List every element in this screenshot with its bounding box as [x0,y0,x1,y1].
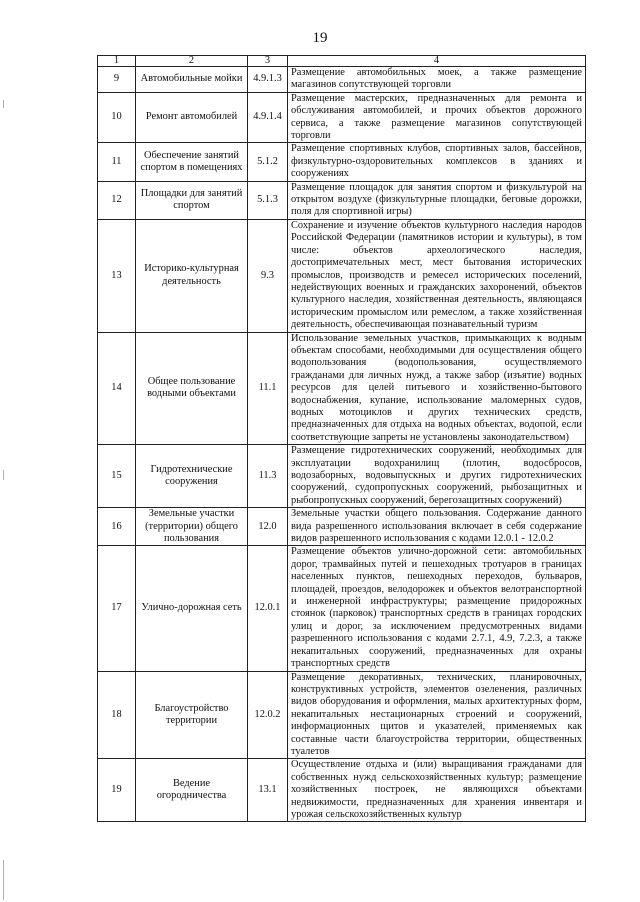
description-cell: Использование земельных участков, примыкающих к водным объектам способами, необходимыми для осуществления общего водопользования (водопользования, осуществляемого гражданами для личных нужд, а также забор (изъятие) водных ресурсов для целей питьевого и хозяйственно-бытового водоснабжения, купание, использование маломерных судов, водных мотоциклов и других технических средств, предназначенных для отдыха на водных объектах, водопой, если соответствующие запреты не установлены законодательством) [288,332,586,445]
classifier-code-cell: 5.1.3 [248,181,288,219]
row-number-cell: 14 [98,332,136,445]
row-number-cell: 13 [98,219,136,332]
description-cell: Размещение объектов улично-дорожной сети: автомобильных дорог, трамвайных путей и пешеходных тротуаров в границах населенных пунктов, пешеходных переходов, бульваров, площадей, проездов, велодорожек и объектов велотранспортной и инженерной инфраструктуры; размещение придорожных стоянок (парковок) транспортных средств в границах городских улиц и дорог, за исключением предусмотренных видами разрешенного использования с кодами 2.7.1, 4.9, 7.2.3, а также некапитальных сооружений, предназначенных для охраны транспортных средств [288,546,586,671]
classifier-code-cell: 9.3 [248,219,288,332]
classifier-code-cell: 5.1.2 [248,143,288,181]
header-cell: 1 [98,56,136,67]
classifier-code-cell: 12.0 [248,508,288,546]
table-row [98,67,586,93]
table-row [98,759,586,822]
row-number-cell: 16 [98,508,136,546]
header-cell: 4 [288,56,586,67]
classifier-code-cell: 11.3 [248,445,288,508]
classifier-code-cell: 11.1 [248,332,288,445]
row-number-cell: 9 [98,67,136,93]
row-number-cell: 17 [98,546,136,671]
table-row [98,219,586,332]
table-row [98,508,586,546]
table-row [98,445,586,508]
description-cell: Осуществление отдыха и (или) выращивания гражданами для собственных нужд сельскохозяйственных культур; размещение хозяйственных построек, не являющихся объектами недвижимости, предназначенных для хранения инвентаря и урожая сельскохозяйственных культур [288,759,586,822]
description-cell: Размещение спортивных клубов, спортивных залов, бассейнов, физкультурно-оздоровительных комплексов в зданиях и сооружениях [288,143,586,181]
row-number-cell: 18 [98,671,136,759]
classifier-code-cell: 12.0.2 [248,671,288,759]
margin-mark [3,100,4,108]
description-cell: Размещение автомобильных моек, а также размещение магазинов сопутствующей торговли [288,67,586,93]
land-use-name-cell: Гидротехнические сооружения [136,445,248,508]
description-cell: Сохранение и изучение объектов культурного наследия народов Российской Федерации (памятников истории и культуры), в том числе: объектов археологического наследия, достопримечательных мест, мест бытования исторических промыслов, производств и ремесел исторических поселений, недействующих военных и гражданских захоронений, объектов культурного наследия, хозяйственная деятельность, являющаяся историческим промыслом или ремеслом, а также хозяйственная деятельность, обеспечивающая познавательный туризм [288,219,586,332]
margin-mark [3,860,4,900]
page-number: 19 [312,30,328,46]
table-row [98,181,586,219]
header-row [98,56,586,67]
land-use-name-cell: Земельные участки (территории) общего пользования [136,508,248,546]
table-row [98,92,586,143]
row-number-cell: 12 [98,181,136,219]
land-use-name-cell: Историко-культурная деятельность [136,219,248,332]
row-number-cell: 10 [98,92,136,143]
description-cell: Размещение мастерских, предназначенных для ремонта и обслуживания автомобилей, и прочих объектов дорожного сервиса, а также размещение магазинов сопутствующей торговли [288,92,586,143]
description-cell: Размещение декоративных, технических, планировочных, конструктивных устройств, элементов озеленения, различных видов оборудования и оформления, малых архитектурных форм, некапитальных нестационарных строений и сооружений, информационных щитов и указателей, применяемых как составные части благоустройства территории, общественных туалетов [288,671,586,759]
classifier-code-cell: 13.1 [248,759,288,822]
land-use-name-cell: Общее пользование водными объектами [136,332,248,445]
land-use-name-cell: Улично-дорожная сеть [136,546,248,671]
classifier-code-cell: 4.9.1.4 [248,92,288,143]
margin-mark [3,470,4,480]
land-use-name-cell: Обеспечение занятий спортом в помещениях [136,143,248,181]
row-number-cell: 11 [98,143,136,181]
description-cell: Размещение площадок для занятия спортом и физкультурой на открытом воздухе (физкультурные площадки, беговые дорожки, поля для спортивной игры) [288,181,586,219]
description-cell: Земельные участки общего пользования. Содержание данного вида разрешенного использования включает в себя содержание видов разрешенного использования с кодами 12.0.1 - 12.0.2 [288,508,586,546]
table-row [98,143,586,181]
row-number-cell: 19 [98,759,136,822]
land-use-table [97,55,586,822]
header-cell: 3 [248,56,288,67]
table-row [98,671,586,759]
land-use-name-cell: Автомобильные мойки [136,67,248,93]
description-cell: Размещение гидротехнических сооружений, необходимых для эксплуатации водохранилищ (плотин, водосбросов, водозаборных, водовыпускных и других гидротехнических сооружений, судопропускных сооружений, рыбозащитных и рыбопропускных сооружений, берегозащитных сооружений) [288,445,586,508]
header-cell: 2 [136,56,248,67]
land-use-name-cell: Ведение огородничества [136,759,248,822]
table-row [98,332,586,445]
table-row [98,546,586,671]
classifier-code-cell: 12.0.1 [248,546,288,671]
land-use-name-cell: Ремонт автомобилей [136,92,248,143]
classifier-code-cell: 4.9.1.3 [248,67,288,93]
land-use-name-cell: Площадки для занятий спортом [136,181,248,219]
row-number-cell: 15 [98,445,136,508]
land-use-name-cell: Благоустройство территории [136,671,248,759]
